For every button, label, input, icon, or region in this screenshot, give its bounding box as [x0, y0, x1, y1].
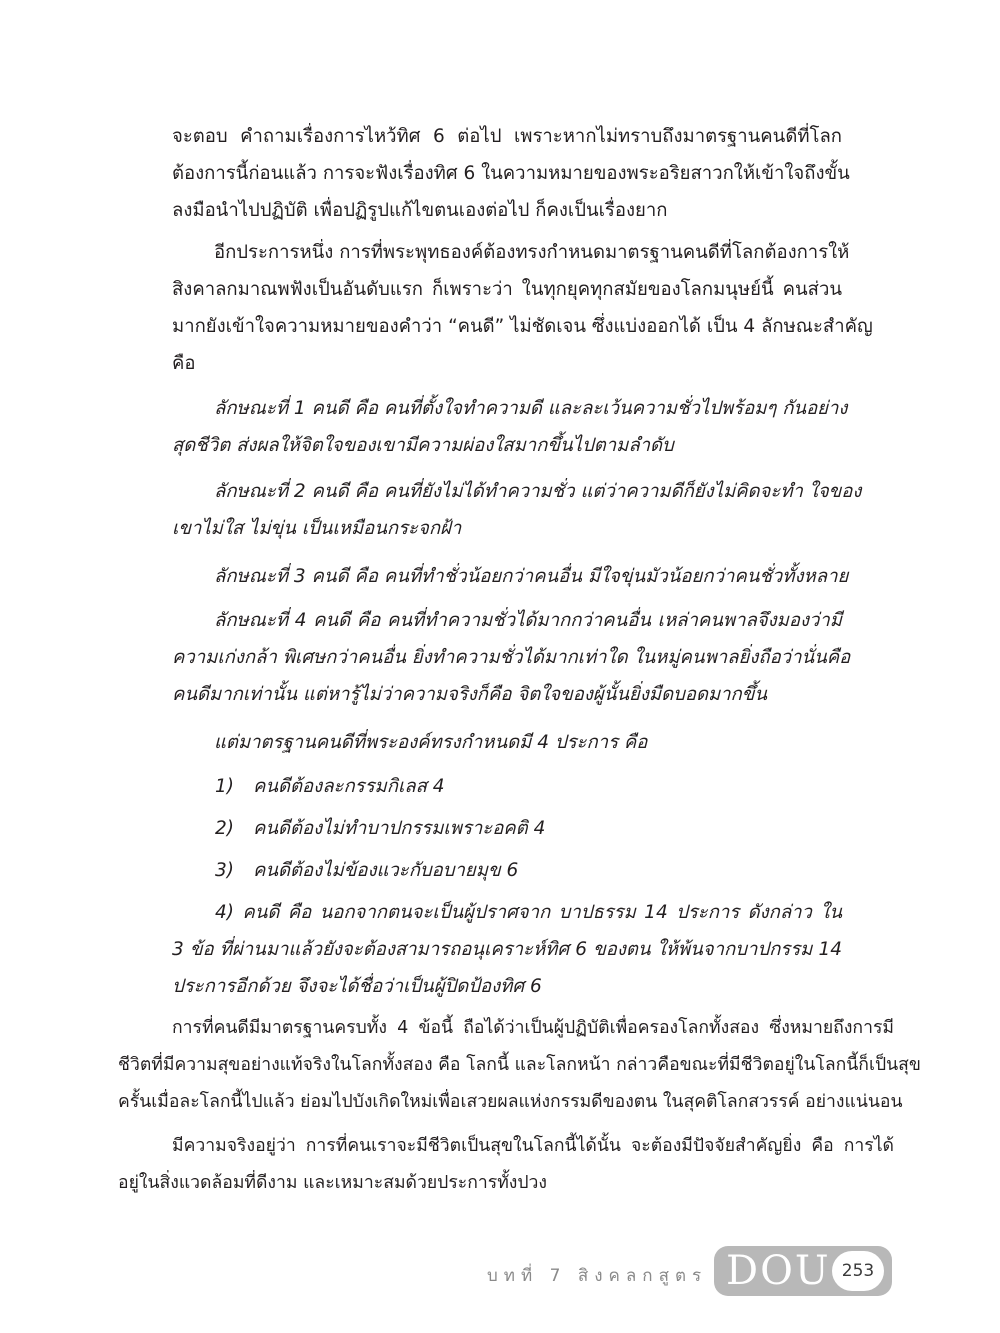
text-line: ต้องการนี้ก่อนแล้ว การจะฟังเรื่องทิศ 6 ในความหมายของพระอริยสาวกให้เข้าใจถึงขั้น	[172, 163, 850, 184]
list-item	[215, 768, 445, 805]
text-line: ชีวิตที่มีความสุขอย่างแท้จริงในโลกทั้งสอง คือ โลกนี้ และโลกหน้า กล่าวคือขณะที่มีชีวิตอยู่ในโลกนี้ก็เป็นสุข	[118, 1055, 921, 1075]
text-line: ลงมือนำไปปฏิบัติ เพื่อปฏิรูปแก้ไขตนเองต่อไป ก็คงเป็นเรื่องยาก	[172, 200, 668, 221]
text-line: สิงคาลกมาณพฟังเป็นอันดับแรก ก็เพราะว่า ในทุกยุคทุกสมัยของโลกมนุษย์นี้ คนส่วน	[172, 279, 842, 300]
text-line: ครั้นเมื่อละโลกนี้ไปแล้ว ย่อมไปบังเกิดใหม่เพื่อเสวยผลแห่งกรรมดีของตน ในสุคติโลกสวรรค์ อย่างแน่นอน	[118, 1092, 903, 1112]
characteristic-4	[172, 602, 851, 713]
text-line: สุดชีวิต ส่งผลให้จิตใจของเขามีความผ่องใสมากขึ้นไปตามลำดับ	[172, 435, 674, 456]
text-line: แต่มาตรฐานคนดีที่พระองค์ทรงกำหนดมี 4 ประการ คือ	[214, 732, 648, 753]
text-line: อีกประการหนึ่ง การที่พระพุทธองค์ต้องทรงกำหนดมาตรฐานคนดีที่โลกต้องการให้	[214, 242, 850, 263]
dou-logo-text: DOU	[726, 1248, 831, 1294]
text-line: 4) คนดี คือ นอกจากตนจะเป็นผู้ปราศจาก บาปธรรม 14 ประการ ดังกล่าว ใน	[215, 902, 842, 923]
list-item	[215, 810, 545, 847]
list-item-text: คนดีต้องไม่ข้องแวะกับอบายมุข 6	[253, 860, 519, 881]
paragraph-1	[172, 118, 850, 229]
paragraph-4	[118, 1128, 894, 1202]
text-line: มากยังเข้าใจความหมายของคำว่า “คนดี” ไม่ชัดเจน ซึ่งแบ่งออกได้ เป็น 4 ลักษณะสำคัญ	[172, 316, 873, 337]
characteristic-3	[172, 558, 849, 595]
list-item-number: 1)	[215, 776, 234, 797]
page-number: 253	[832, 1251, 884, 1291]
text-line: เขาไม่ใส ไม่ขุ่น เป็นเหมือนกระจกฝ้า	[172, 518, 462, 539]
list-item-text: คนดีต้องละกรรมกิเลส 4	[253, 776, 445, 797]
characteristic-1	[172, 390, 848, 464]
standard-intro	[214, 724, 842, 761]
text-line: มีความจริงอยู่ว่า การที่คนเราจะมีชีวิตเป็นสุขในโลกนี้ได้นั้น จะต้องมีปัจจัยสำคัญยิ่ง คือ การได้	[172, 1136, 894, 1156]
footer-chapter-title: บทที่ 7 สิงคลกสูตร	[487, 1266, 708, 1286]
text-line: ความเก่งกล้า พิเศษกว่าคนอื่น ยิ่งทำความชั่วได้มากเท่าใด ในหมู่คนพาลยิ่งถือว่านั่นคือ	[172, 647, 851, 668]
text-line: 3 ข้อ ที่ผ่านมาแล้วยังจะต้องสามารถอนุเคราะห์ทิศ 6 ของตน ให้พ้นจากบาปกรรม 14	[172, 939, 842, 960]
dou-logo-badge	[714, 1246, 892, 1296]
list-item-number: 2)	[215, 818, 234, 839]
paragraph-2	[172, 234, 873, 382]
text-line: จะตอบ คำถามเรื่องการไหว้ทิศ 6 ต่อไป เพราะหากไม่ทราบถึงมาตรฐานคนดีที่โลก	[172, 126, 842, 147]
text-line: การที่คนดีมีมาตรฐานครบทั้ง 4 ข้อนี้ ถือได้ว่าเป็นผู้ปฏิบัติเพื่อครองโลกทั้งสอง ซึ่งหมายถึงการมี	[172, 1018, 894, 1038]
text-line: ลักษณะที่ 4 คนดี คือ คนที่ทำความชั่วได้มากกว่าคนอื่น เหล่าคนพาลจึงมองว่ามี	[214, 610, 842, 631]
text-line: คนดีมากเท่านั้น แต่หารู้ไม่ว่าความจริงก็คือ จิตใจของผู้นั้นยิ่งมืดบอดมากขึ้น	[172, 684, 768, 705]
text-line: อยู่ในสิ่งแวดล้อมที่ดีงาม และเหมาะสมด้วยประการทั้งปวง	[118, 1173, 548, 1193]
text-line: ลักษณะที่ 2 คนดี คือ คนที่ยังไม่ได้ทำความชั่ว แต่ว่าความดีก็ยังไม่คิดจะทำ ใจของ	[214, 481, 862, 502]
text-line: คือ	[172, 353, 196, 374]
text-line: ลักษณะที่ 1 คนดี คือ คนที่ตั้งใจทำความดี และละเว้นความชั่วไปพร้อมๆ กันอย่าง	[214, 398, 848, 419]
text-line: ลักษณะที่ 3 คนดี คือ คนที่ทำชั่วน้อยกว่าคนอื่น มีใจขุ่นมัวน้อยกว่าคนชั่วทั้งหลาย	[214, 566, 849, 587]
characteristic-2	[172, 473, 862, 547]
list-item-4	[172, 894, 842, 1005]
paragraph-3	[118, 1010, 921, 1121]
text-line: ประการอีกด้วย จึงจะได้ชื่อว่าเป็นผู้ปิดป้องทิศ 6	[172, 976, 542, 997]
list-item	[215, 852, 518, 889]
list-item-text: คนดีต้องไม่ทำบาปกรรมเพราะอคติ 4	[253, 818, 546, 839]
list-item-number: 3)	[215, 860, 234, 881]
